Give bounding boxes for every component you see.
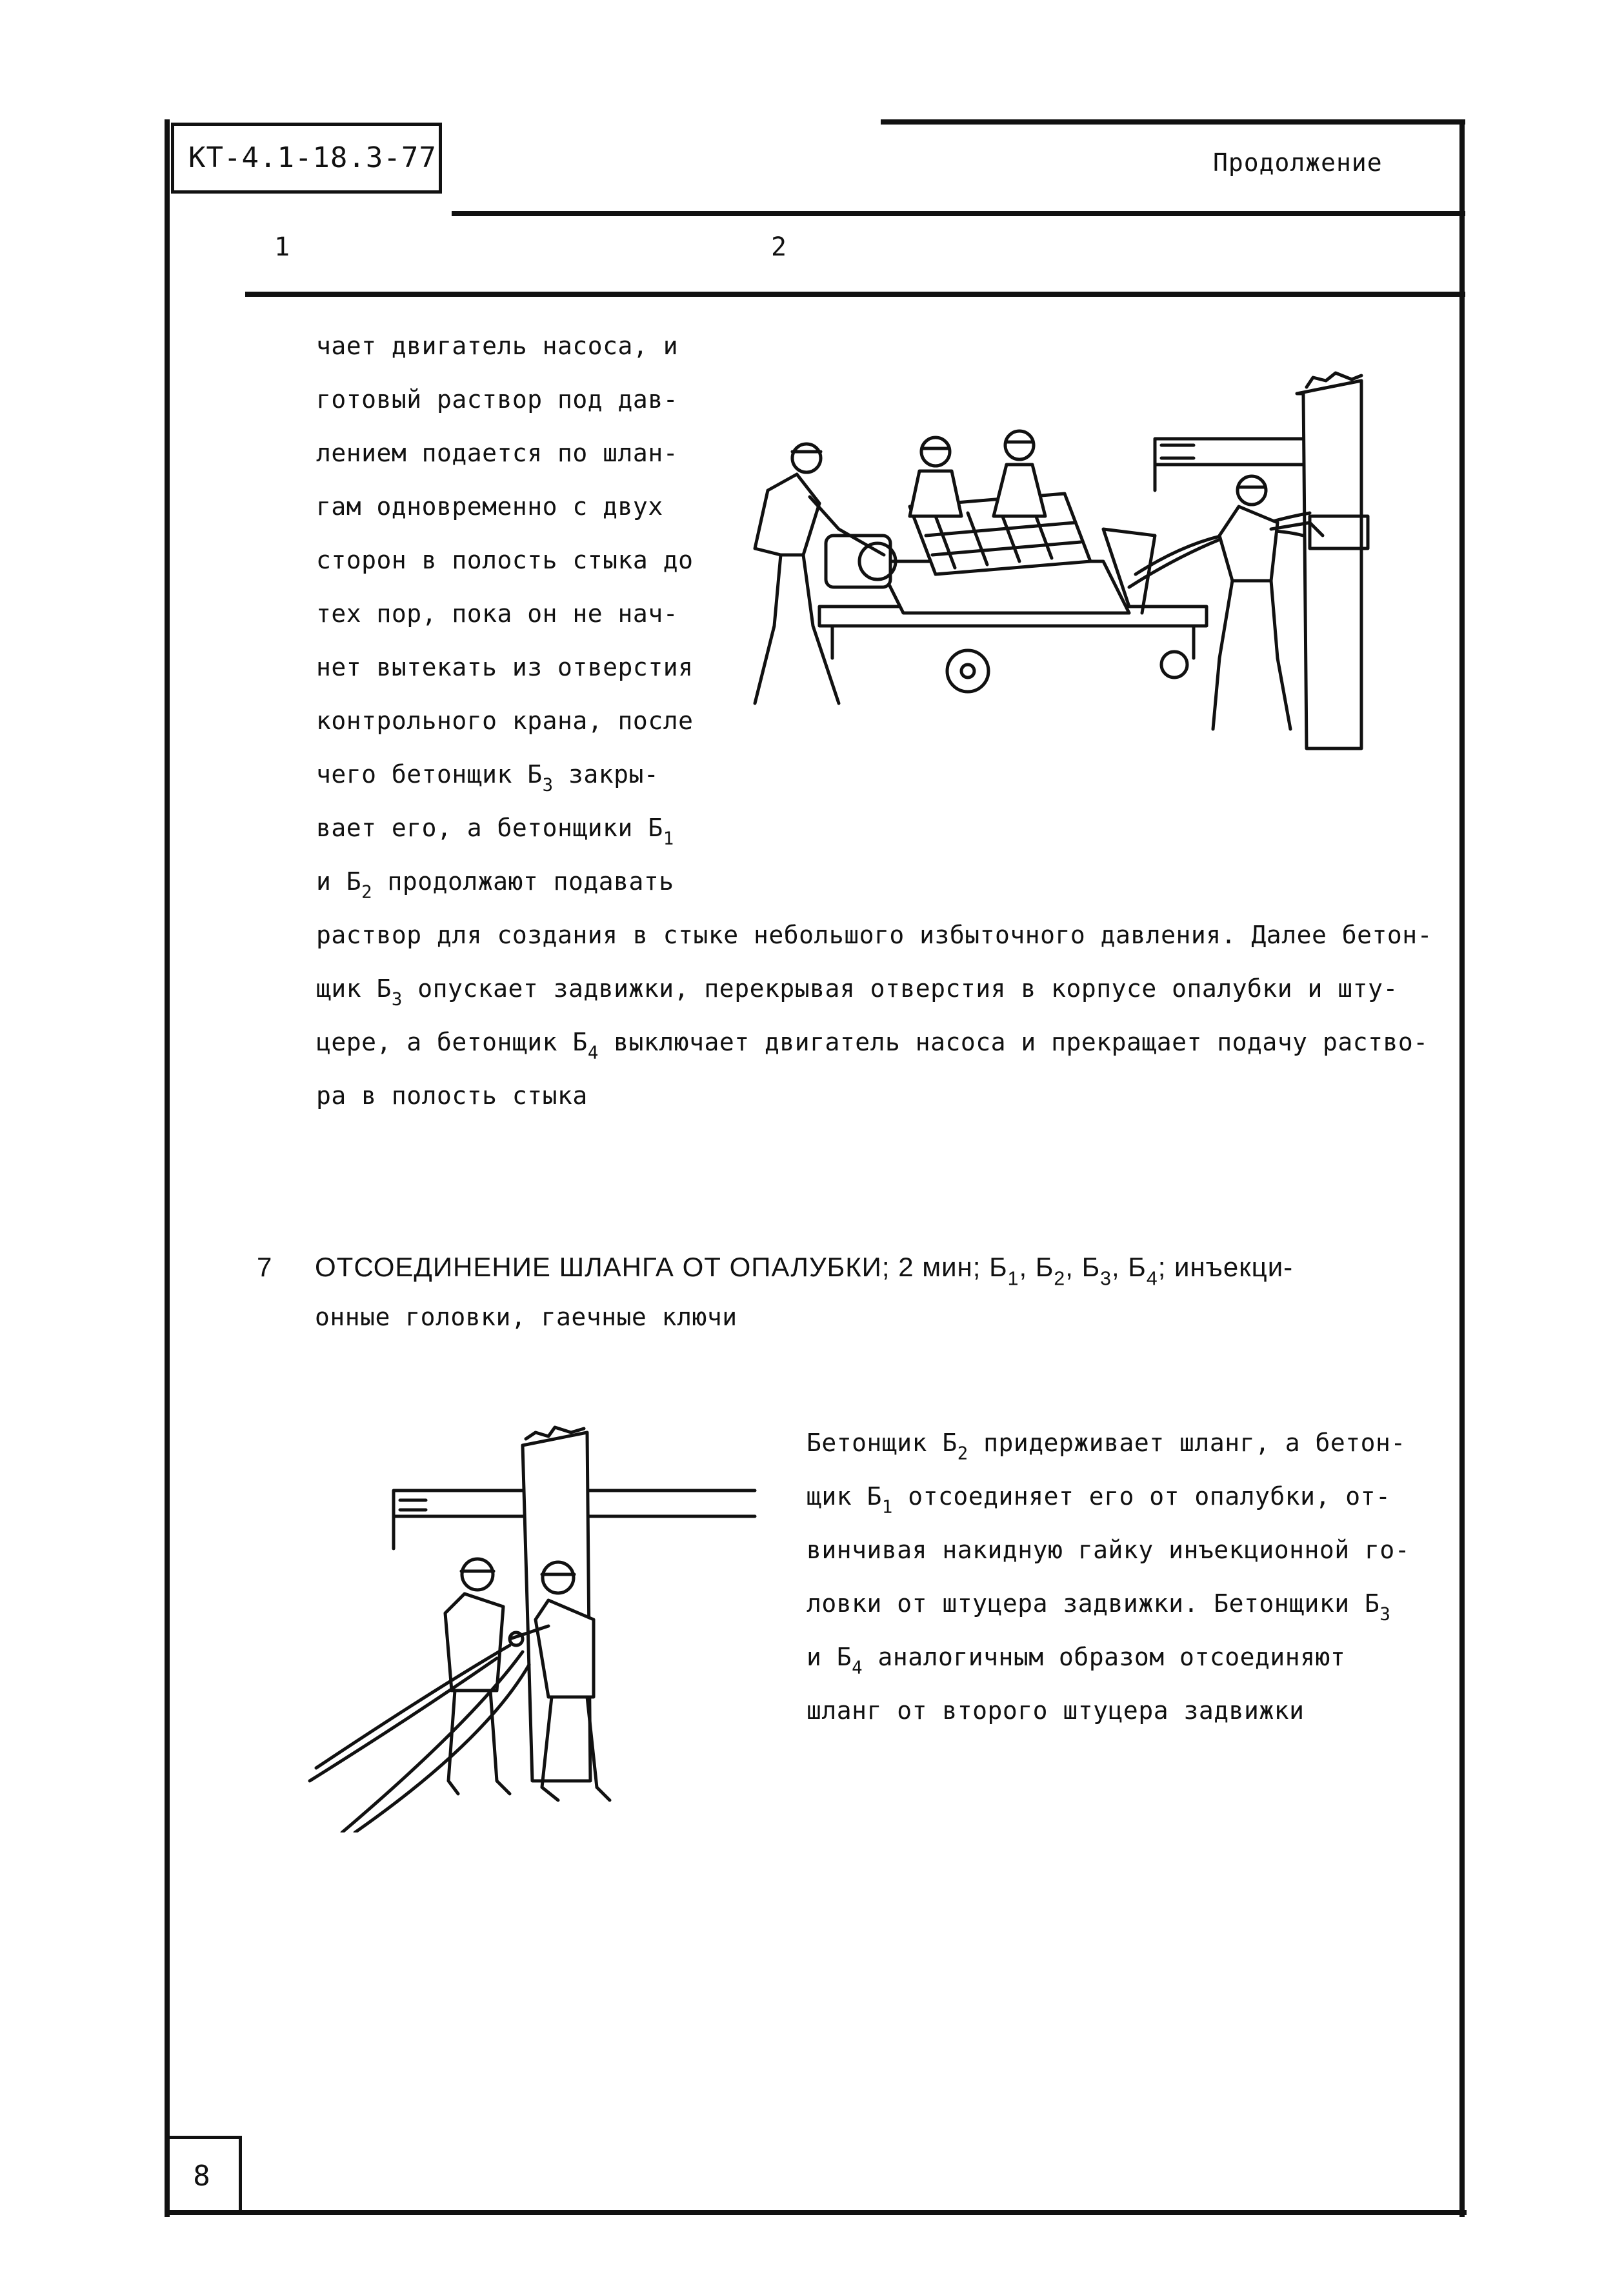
text: Б xyxy=(1128,1252,1147,1282)
text: вает его, а бетонщики Б xyxy=(316,814,663,842)
worker-b2 xyxy=(1035,1252,1074,1290)
text: продолжают подавать xyxy=(372,867,674,896)
text: цере, а бетонщик Б xyxy=(316,1028,588,1056)
column-header-rule xyxy=(245,292,1465,297)
text-line xyxy=(316,962,1432,1016)
text: щик Б xyxy=(316,974,392,1003)
text-line xyxy=(807,1416,1410,1470)
subscript: 2 xyxy=(1054,1268,1066,1290)
text: и Б xyxy=(807,1643,852,1671)
text-line: винчивая накидную гайку инъекционной го- xyxy=(807,1536,1410,1564)
text: и Б xyxy=(316,867,362,896)
text-line: шланг от второго штуцера задвижки xyxy=(807,1696,1305,1725)
subscript: 3 xyxy=(542,775,554,796)
text-line xyxy=(316,855,1432,909)
subscript: 3 xyxy=(391,989,403,1010)
step7-heading xyxy=(315,1252,1294,1290)
subscript: 4 xyxy=(852,1658,863,1678)
step7-tools: онные головки, гаечные ключи xyxy=(315,1303,737,1331)
worker-b3 xyxy=(1081,1252,1120,1290)
page-frame-right xyxy=(1459,119,1465,2217)
text-line xyxy=(807,1631,1410,1684)
text-line: раствор для создания в стыке небольшого избыточного давления. Далее бетон- xyxy=(316,921,1432,949)
step7-description xyxy=(807,1416,1410,1738)
text-line: ра в полость стыка xyxy=(316,1081,588,1110)
worker-b4 xyxy=(1128,1252,1158,1290)
tools-tail: ; инъекци- xyxy=(1158,1252,1294,1282)
pump-operation-illustration xyxy=(742,368,1439,807)
header-rule xyxy=(452,211,1465,216)
text-line xyxy=(807,1577,1410,1631)
column-number-1: 1 xyxy=(274,232,290,262)
subscript: 2 xyxy=(361,882,373,903)
subscript: 4 xyxy=(1146,1268,1158,1290)
text: , xyxy=(1019,1252,1028,1282)
subscript: 3 xyxy=(1379,1604,1391,1625)
text: Б xyxy=(1081,1252,1101,1282)
subscript: 3 xyxy=(1100,1268,1112,1290)
subscript: 1 xyxy=(1007,1268,1019,1290)
text: аналогичным образом отсоединяют xyxy=(863,1643,1346,1671)
text-line: нет вытекать из отверстия xyxy=(316,653,694,681)
document-code: КТ-4.1-18.3-77 xyxy=(171,123,442,194)
text-line xyxy=(316,1016,1432,1069)
text-line: сторон в полость стыка до xyxy=(316,546,694,574)
column-number-2: 2 xyxy=(771,232,787,262)
text: чего бетонщик Б xyxy=(316,760,543,788)
text: выключает двигатель насоса и прекращает подачу раство- xyxy=(598,1028,1429,1056)
subscript: 2 xyxy=(957,1443,968,1464)
hose-disconnect-illustration xyxy=(303,1420,768,1832)
text-line xyxy=(807,1470,1410,1523)
step7-number: 7 xyxy=(257,1252,273,1282)
text: отсоединяет его от опалубки, от- xyxy=(892,1482,1391,1511)
text-line: лением подается по шлан- xyxy=(316,439,679,467)
text-line: контрольного крана, после xyxy=(316,707,694,735)
text-line xyxy=(316,801,1432,855)
subscript: 1 xyxy=(663,828,674,849)
text-line: гам одновременно с двух xyxy=(316,492,663,521)
text: закры- xyxy=(553,760,659,788)
text: Б xyxy=(1035,1252,1054,1282)
subscript: 1 xyxy=(881,1497,893,1518)
continuation-label: Продолжение xyxy=(1213,148,1383,177)
step7-title: ОТСОЕДИНЕНИЕ ШЛАНГА ОТ ОПАЛУБКИ; 2 мин; xyxy=(315,1252,981,1282)
page-frame-left xyxy=(165,119,170,2217)
worker-b1 xyxy=(989,1252,1028,1290)
text-line: тех пор, пока он не нач- xyxy=(316,599,679,628)
text: , xyxy=(1065,1252,1074,1282)
text: Б xyxy=(989,1252,1008,1282)
text: Бетонщик Б xyxy=(807,1429,957,1457)
text: придерживает шланг, а бетон- xyxy=(968,1429,1406,1457)
text: , xyxy=(1111,1252,1120,1282)
text: опускает задвижки, перекрывая отверстия в корпусе опалубки и шту- xyxy=(402,974,1398,1003)
page-number: 8 xyxy=(165,2136,242,2213)
page-frame-bottom xyxy=(165,2210,1467,2215)
text-line: готовый раствор под дав- xyxy=(316,385,679,414)
subscript: 4 xyxy=(587,1043,599,1063)
page-frame-top-right xyxy=(881,119,1465,125)
text: ловки от штуцера задвижки. Бетонщики Б xyxy=(807,1589,1380,1618)
text: щик Б xyxy=(807,1482,882,1511)
text-line: чает двигатель насоса, и xyxy=(316,332,679,360)
